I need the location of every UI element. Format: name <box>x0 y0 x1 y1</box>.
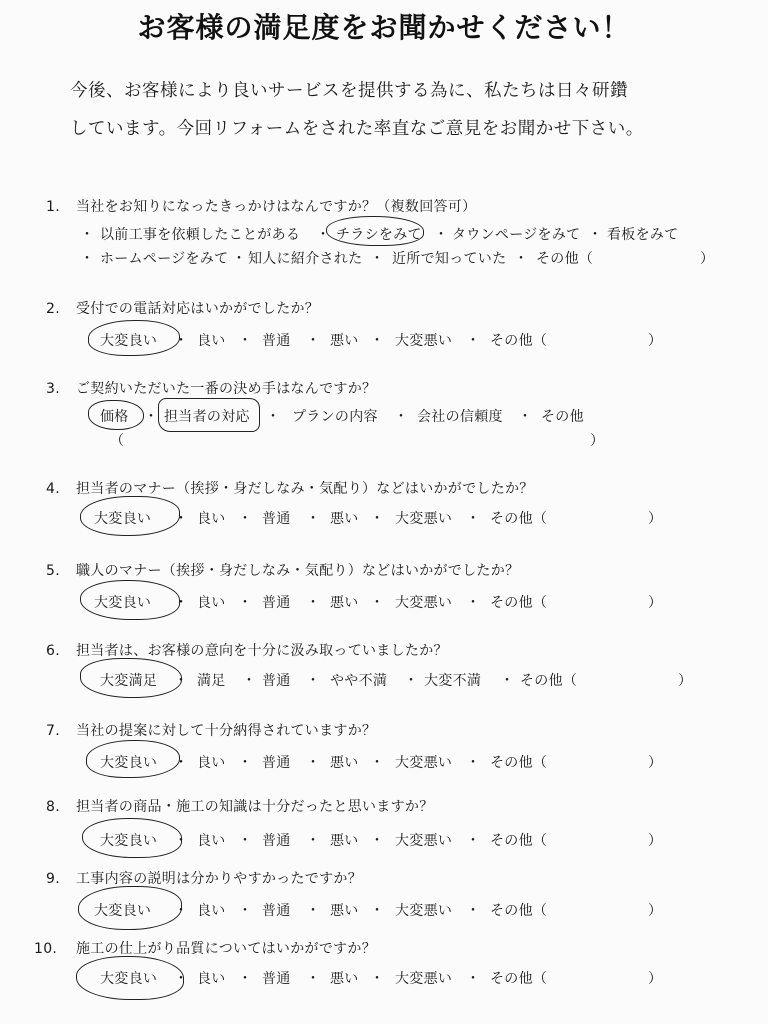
separator: ・ <box>370 595 385 611</box>
separator: ・ <box>306 903 321 919</box>
separator: ・ <box>514 251 529 267</box>
option-very-bad[interactable]: 大変悪い <box>395 595 453 611</box>
option-normal[interactable]: 普通 <box>262 333 291 349</box>
separator: ・ <box>370 511 385 527</box>
separator: ・ <box>434 227 449 243</box>
question-7 <box>46 720 376 740</box>
option-very-dissatisfied[interactable]: 大変不満 <box>424 673 482 689</box>
separator: ・ <box>370 903 385 919</box>
question-number: 9. <box>46 871 60 887</box>
option-other[interactable]: その他 <box>541 409 584 425</box>
option-town-page[interactable]: タウンページをみて <box>452 227 581 243</box>
separator: ・ <box>238 333 253 349</box>
separator: ・ <box>466 595 481 611</box>
separator: ・ <box>174 673 189 689</box>
separator: ・ <box>174 511 189 527</box>
option-good[interactable]: 良い <box>197 595 226 611</box>
separator: ・ <box>306 971 321 987</box>
option-very-good[interactable]: 大変良い <box>94 595 152 611</box>
option-other[interactable]: その他（ <box>490 511 548 527</box>
option-bad[interactable]: 悪い <box>330 971 359 987</box>
other-close-paren: ） <box>678 673 693 689</box>
separator: ・ <box>466 903 481 919</box>
question-text: 担当者は、お客様の意向を十分に汲み取っていましたか？ <box>76 643 448 659</box>
separator: ・ <box>238 971 253 987</box>
option-normal[interactable]: 普通 <box>262 971 291 987</box>
separator: ・ <box>316 227 331 243</box>
option-very-good[interactable]: 大変良い <box>100 833 158 849</box>
option-other[interactable]: その他（ <box>520 673 578 689</box>
question-text: 受付での電話対応はいかがでしたか？ <box>76 301 320 317</box>
option-other[interactable]: その他（ <box>536 251 594 267</box>
option-previous-work[interactable]: 以前工事を依頼したことがある <box>100 227 301 243</box>
option-other[interactable]: その他（ <box>490 333 548 349</box>
option-signboard[interactable]: 看板をみて <box>607 227 679 243</box>
separator: ・ <box>80 251 95 267</box>
option-normal[interactable]: 普通 <box>262 755 291 771</box>
option-very-bad[interactable]: 大変悪い <box>395 833 453 849</box>
option-bad[interactable]: 悪い <box>330 755 359 771</box>
option-very-bad[interactable]: 大変悪い <box>395 511 453 527</box>
option-bad[interactable]: 悪い <box>330 595 359 611</box>
separator: ・ <box>174 903 189 919</box>
separator: ・ <box>80 227 95 243</box>
other-close-paren: ） <box>700 251 715 267</box>
option-somewhat-dissatisfied[interactable]: やや不満 <box>330 673 388 689</box>
option-very-bad[interactable]: 大変悪い <box>395 903 453 919</box>
separator: ・ <box>466 833 481 849</box>
option-normal[interactable]: 普通 <box>262 673 291 689</box>
option-other[interactable]: その他（ <box>490 833 548 849</box>
intro-text <box>70 72 730 148</box>
question-number: 3. <box>46 381 60 397</box>
option-very-bad[interactable]: 大変悪い <box>395 971 453 987</box>
separator: ・ <box>144 409 159 425</box>
option-bad[interactable]: 悪い <box>330 833 359 849</box>
intro-line-2: しています。今回リフォームをされた率直なご意見をお聞かせ下さい。 <box>70 119 644 139</box>
other-close-paren: ） <box>648 511 663 527</box>
question-number: 6. <box>46 643 60 659</box>
option-homepage[interactable]: ホームページをみて <box>100 251 229 267</box>
question-number: 2. <box>46 301 60 317</box>
option-very-good[interactable]: 大変良い <box>100 755 158 771</box>
separator: ・ <box>306 755 321 771</box>
question-number: 5. <box>46 563 60 579</box>
question-text: ご契約いただいた一番の決め手はなんですか？ <box>76 381 377 397</box>
question-text: 担当者のマナー（挨拶・身だしなみ・気配り）などはいかがでしたか？ <box>76 481 534 497</box>
option-normal[interactable]: 普通 <box>262 511 291 527</box>
separator: ・ <box>174 595 189 611</box>
separator: ・ <box>238 755 253 771</box>
option-neighborhood[interactable]: 近所で知っていた <box>392 251 507 267</box>
separator: ・ <box>370 251 385 267</box>
separator: ・ <box>232 251 247 267</box>
question-text: 当社をお知りになったきっかけはなんですか？（複数回答可） <box>76 199 477 215</box>
separator: ・ <box>174 971 189 987</box>
question-text: 当社の提案に対して十分納得されていますか？ <box>76 723 377 739</box>
question-4 <box>46 478 534 498</box>
separator: ・ <box>266 409 281 425</box>
option-very-good[interactable]: 大変良い <box>100 333 158 349</box>
option-plan-content[interactable]: プランの内容 <box>292 409 378 425</box>
question-5 <box>46 560 519 580</box>
question-3 <box>46 378 376 398</box>
option-bad[interactable]: 悪い <box>330 333 359 349</box>
question-1 <box>46 196 476 216</box>
option-normal[interactable]: 普通 <box>262 833 291 849</box>
other-close-paren: ） <box>648 595 663 611</box>
option-very-good[interactable]: 大変良い <box>94 511 152 527</box>
other-close-paren: ） <box>590 433 605 449</box>
separator: ・ <box>466 511 481 527</box>
option-good[interactable]: 良い <box>197 511 226 527</box>
separator: ・ <box>466 755 481 771</box>
option-bad[interactable]: 悪い <box>330 511 359 527</box>
option-very-good[interactable]: 大変良い <box>100 971 158 987</box>
separator: ・ <box>588 227 603 243</box>
separator: ・ <box>500 673 515 689</box>
question-8 <box>46 796 434 816</box>
question-10 <box>34 938 376 958</box>
separator: ・ <box>306 511 321 527</box>
option-normal[interactable]: 普通 <box>262 903 291 919</box>
option-other[interactable]: その他（ <box>490 903 548 919</box>
option-very-satisfied[interactable]: 大変満足 <box>100 673 158 689</box>
question-number: 7. <box>46 723 60 739</box>
question-number: 4. <box>46 481 60 497</box>
separator: ・ <box>306 595 321 611</box>
question-6 <box>46 640 448 660</box>
option-good[interactable]: 良い <box>197 971 226 987</box>
option-other[interactable]: その他（ <box>490 755 548 771</box>
separator: ・ <box>466 971 481 987</box>
separator: ・ <box>242 673 257 689</box>
separator: ・ <box>306 333 321 349</box>
survey-title: お客様の満足度をお聞かせください！ <box>137 11 631 44</box>
separator: ・ <box>466 333 481 349</box>
question-number: 8. <box>46 799 60 815</box>
separator: ・ <box>518 409 533 425</box>
other-open-paren: （ <box>110 433 125 449</box>
option-other[interactable]: その他（ <box>490 595 548 611</box>
separator: ・ <box>370 833 385 849</box>
option-bad[interactable]: 悪い <box>330 903 359 919</box>
separator: ・ <box>370 333 385 349</box>
separator: ・ <box>238 903 253 919</box>
question-number: 1. <box>46 199 60 215</box>
separator: ・ <box>174 833 189 849</box>
separator: ・ <box>238 595 253 611</box>
other-close-paren: ） <box>648 833 663 849</box>
option-other[interactable]: その他（ <box>490 971 548 987</box>
separator: ・ <box>370 755 385 771</box>
question-9 <box>46 868 362 888</box>
option-normal[interactable]: 普通 <box>262 595 291 611</box>
separator: ・ <box>306 673 321 689</box>
separator: ・ <box>306 833 321 849</box>
option-good[interactable]: 良い <box>197 903 226 919</box>
separator: ・ <box>370 971 385 987</box>
other-close-paren: ） <box>648 971 663 987</box>
separator: ・ <box>174 755 189 771</box>
option-referral[interactable]: 知人に紹介された <box>248 251 363 267</box>
other-close-paren: ） <box>648 903 663 919</box>
option-company-trust[interactable]: 会社の信頼度 <box>417 409 503 425</box>
option-very-bad[interactable]: 大変悪い <box>395 333 453 349</box>
separator: ・ <box>394 409 409 425</box>
separator: ・ <box>238 833 253 849</box>
question-text: 職人のマナー（挨拶・身だしなみ・気配り）などはいかがでしたか？ <box>76 563 520 579</box>
option-good[interactable]: 良い <box>197 333 226 349</box>
question-text: 担当者の商品・施工の知識は十分だったと思いますか？ <box>76 799 434 815</box>
option-price[interactable]: 価格 <box>100 409 129 425</box>
separator: ・ <box>238 511 253 527</box>
question-text: 工事内容の説明は分かりやすかったですか？ <box>76 871 362 887</box>
other-close-paren: ） <box>648 755 663 771</box>
option-very-bad[interactable]: 大変悪い <box>395 755 453 771</box>
option-good[interactable]: 良い <box>197 833 226 849</box>
other-close-paren: ） <box>648 333 663 349</box>
option-staff-response[interactable]: 担当者の対応 <box>164 409 250 425</box>
question-2 <box>46 298 319 318</box>
option-very-good[interactable]: 大変良い <box>94 903 152 919</box>
question-number: 10. <box>34 941 58 957</box>
separator: ・ <box>404 673 419 689</box>
separator: ・ <box>174 333 189 349</box>
option-good[interactable]: 良い <box>197 755 226 771</box>
option-satisfied[interactable]: 満足 <box>197 673 226 689</box>
intro-line-1: 今後、お客様により良いサービスを提供する為に、私たちは日々研鑽 <box>70 81 628 101</box>
option-flyer[interactable]: チラシをみて <box>336 227 422 243</box>
question-text: 施工の仕上がり品質についてはいかがですか？ <box>76 941 377 957</box>
